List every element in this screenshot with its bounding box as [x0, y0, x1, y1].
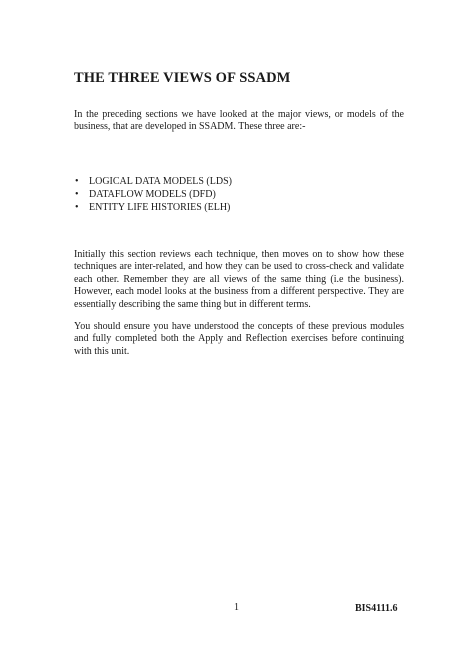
document-code: BIS4111.6: [355, 603, 398, 614]
model-list: [74, 175, 232, 214]
page-number: 1: [234, 602, 239, 613]
bullet-icon: •: [75, 189, 79, 200]
page-title: THE THREE VIEWS OF SSADM: [74, 70, 291, 86]
list-item-label: DATAFLOW MODELS (DFD): [89, 189, 216, 200]
list-item-label: ENTITY LIFE HISTORIES (ELH): [89, 202, 231, 213]
bullet-icon: •: [75, 202, 79, 213]
list-item: [74, 188, 232, 201]
overview-paragraph: Initially this section reviews each technique, then moves on to show how these techniques are inter-related, and how they can be used to cross-check and validate each other. Remember they are all views of the same thing (i.e the business). However, each model looks at the business from a different perspective. They are essentially describing the same thing but in different terms.: [74, 249, 404, 310]
intro-paragraph: In the preceding sections we have looked at the major views, or models of the business, that are developed in SSADM. These three are:-: [74, 109, 404, 133]
list-item: [74, 175, 232, 188]
prerequisite-paragraph: You should ensure you have understood the concepts of these previous modules and fully completed both the Apply and Reflection exercises before continuing with this unit.: [74, 321, 404, 357]
list-item-label: LOGICAL DATA MODELS (LDS): [89, 176, 232, 187]
bullet-icon: •: [75, 176, 79, 187]
list-item: [74, 201, 232, 214]
